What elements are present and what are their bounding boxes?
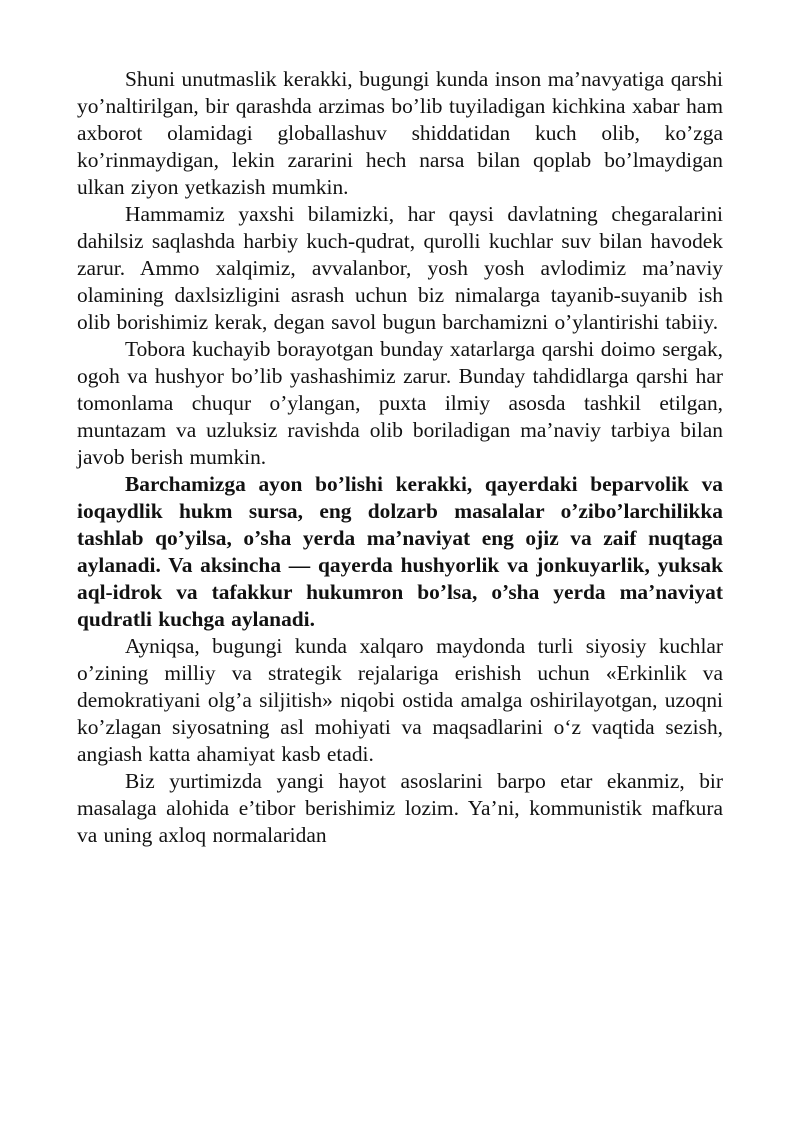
paragraph-1: Shuni unutmaslik kerakki, bugungi kunda inson ma’navyatiga qarshi yo’naltirilgan, bir qarashda arzimas bo’lib tuyiladigan kichkina xabar ham axborot olamidagi globallashuv shiddatidan kuch olib, ko’zga ko’rinmaydigan, lekin zararini hech narsa bilan qoplab bo’lmaydigan ulkan ziyon yetkazish mumkin. xyxy=(77,67,723,199)
paragraph-4-emphasized: Barchamizga ayon bo’lishi kerakki, qayerdaki beparvolik va ioqaydlik hukm sursa, eng dolzarb masalalar o’zibo’larchilikka tashlab qo’yilsa, o’sha yerda ma’naviyat eng ojiz va zaif nuqtaga aylanadi. Va aksincha — qayerda hushyorlik va jonkuyarlik, yuksak aql-idrok va tafakkur hukumron bo’lsa, o’sha yerda ma’naviyat qudratli kuchga aylanadi. xyxy=(77,472,723,631)
paragraph-2: Hammamiz yaxshi bilamizki, har qaysi davlatning chegaralarini dahilsiz saqlashda harbiy kuch-qudrat, qurolli kuchlar suv bilan havodek zarur. Ammo xalqimiz, avvalanbor, yosh yosh avlodimiz ma’naviy olamining daxlsizligini asrash uchun biz nimalarga tayanib-suyanib ish olib borishimiz kerak, degan savol bugun barchamizni o’ylantirishi tabiiy. xyxy=(77,202,723,334)
paragraph-3: Tobora kuchayib borayotgan bunday xatarlarga qarshi doimo sergak, ogoh va hushyor bo’lib yashashimiz zarur. Bunday tahdidlarga qarshi har tomonlama chuqur o’ylangan, puxta ilmiy asosda tashkil etilgan, muntazam va uzluksiz ravishda olib boriladigan ma’naviy tarbiya bilan javob berish mumkin. xyxy=(77,337,723,469)
document-page xyxy=(77,66,723,849)
paragraph-5: Ayniqsa, bugungi kunda xalqaro maydonda turli siyosiy kuchlar o’zining milliy va strategik rejalariga erishish uchun «Erkinlik va demokratiyani olg’a siljitish» niqobi ostida amalga oshirilayotgan, uzoqni ko’zlagan siyosatning asl mohiyati va maqsadlarini o‘z vaqtida sezish, angiash katta ahamiyat kasb etadi. xyxy=(77,634,723,766)
paragraph-6: Biz yurtimizda yangi hayot asoslarini barpo etar ekanmiz, bir masalaga alohida e’tibor berishimiz lozim. Ya’ni, kommunistik mafkura va uning axloq normalaridan xyxy=(77,769,723,847)
